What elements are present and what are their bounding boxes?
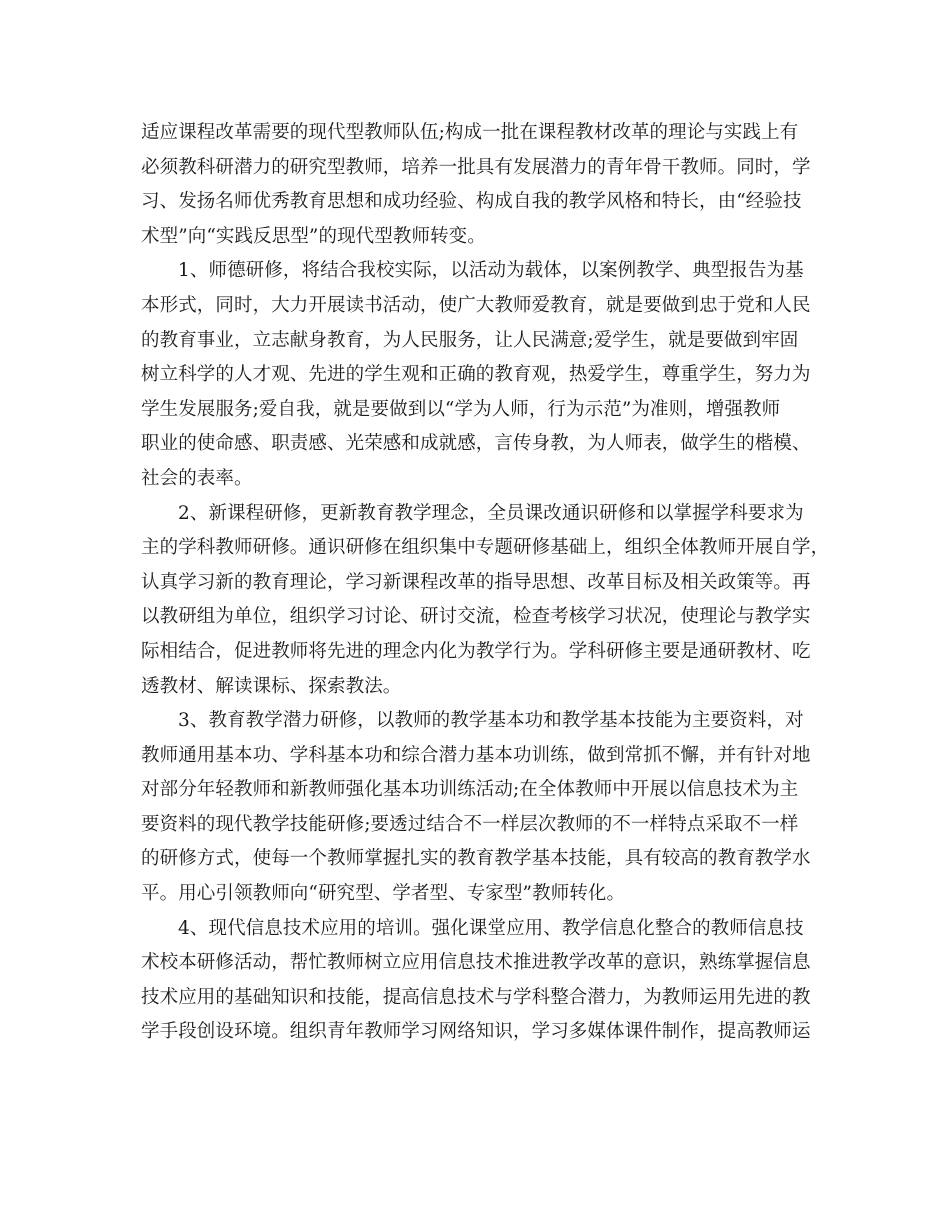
text-line: 学生发展服务;爱自我，就是要做到以“学为人师，行为示范”为准则，增强教师 [141, 398, 781, 420]
paragraph-first-line: 1、师德研修，将结合我校实际，以活动为载体，以案例教学、典型报告为基 [178, 260, 804, 282]
text-line: 本形式，同时，大力开展读书活动，使广大教师爱教育，就是要做到忠于党和人民 [141, 294, 811, 316]
text-line: 主的学科教师研修。通识研修在组织集中专题研修基础上，组织全体教师开展自学， [141, 537, 830, 559]
paragraph-first-line: 4、现代信息技术应用的培训。强化课堂应用、教学信息化整合的教师信息技 [178, 917, 804, 939]
text-line: 透教材、解读课标、探索教法。 [141, 675, 402, 697]
text-line: 的研修方式，使每一个教师掌握扎实的教育教学基本技能，具有较高的教育教学水 [141, 848, 811, 870]
text-line: 适应课程改革需要的现代型教师队伍;构成一批在课程教材改革的理论与实践上有 [141, 122, 799, 143]
paragraph-first-line: 3、教育教学潜力研修，以教师的教学基本功和教学基本技能为主要资料，对 [178, 710, 804, 732]
paragraph-first-line: 2、新课程研修，更新教育教学理念，全员课改通识研修和以掌握学科要求为 [178, 502, 804, 524]
text-line: 要资料的现代教学技能研修;要透过结合不一样层次教师的不一样特点采取不一样 [141, 813, 799, 835]
text-line: 以教研组为单位，组织学习讨论、研讨交流，检查考核学习状况，使理论与教学实 [141, 606, 811, 628]
text-line: 必须教科研潜力的研究型教师，培养一批具有发展潜力的青年骨干教师。同时，学 [141, 156, 811, 178]
text-line: 际相结合，促进教师将先进的理念内化为教学行为。学科研修主要是通研教材、吃 [141, 640, 811, 662]
body-text [141, 116, 830, 1050]
text-line: 职业的使命感、职责感、光荣感和成就感，言传身教，为人师表，做学生的楷模、 [141, 433, 811, 455]
text-line: 社会的表率。 [141, 467, 253, 489]
text-line: 对部分年轻教师和新教师强化基本功训练活动;在全体教师中开展以信息技术为主 [141, 779, 799, 801]
text-line: 术型”向“实践反思型”的现代型教师转变。 [141, 225, 486, 247]
text-line: 术校本研修活动，帮忙教师树立应用信息技术推进教学改革的意识，熟练掌握信息 [141, 952, 811, 974]
text-line: 教师通用基本功、学科基本功和综合潜力基本功训练，做到常抓不懈，并有针对地 [141, 744, 811, 766]
text-line: 平。用心引领教师向“研究型、学者型、专家型”教师转化。 [141, 883, 626, 905]
text-line: 的教育事业，立志献身教育，为人民服务，让人民满意;爱学生，就是要做到牢固 [141, 329, 799, 351]
text-line: 学手段创设环境。组织青年教师学习网络知识，学习多媒体课件制作，提高教师运 [141, 1021, 811, 1043]
text-line: 技术应用的基础知识和技能，提高信息技术与学科整合潜力，为教师运用先进的教 [141, 986, 811, 1008]
text-line: 认真学习新的教育理论，学习新课程改革的指导思想、改革目标及相关政策等。再 [141, 571, 811, 593]
text-line: 树立科学的人才观、先进的学生观和正确的教育观，热爱学生，尊重学生，努力为 [141, 364, 811, 386]
text-line: 习、发扬名师优秀教育思想和成功经验、构成自我的教学风格和特长，由“经验技 [141, 191, 802, 213]
